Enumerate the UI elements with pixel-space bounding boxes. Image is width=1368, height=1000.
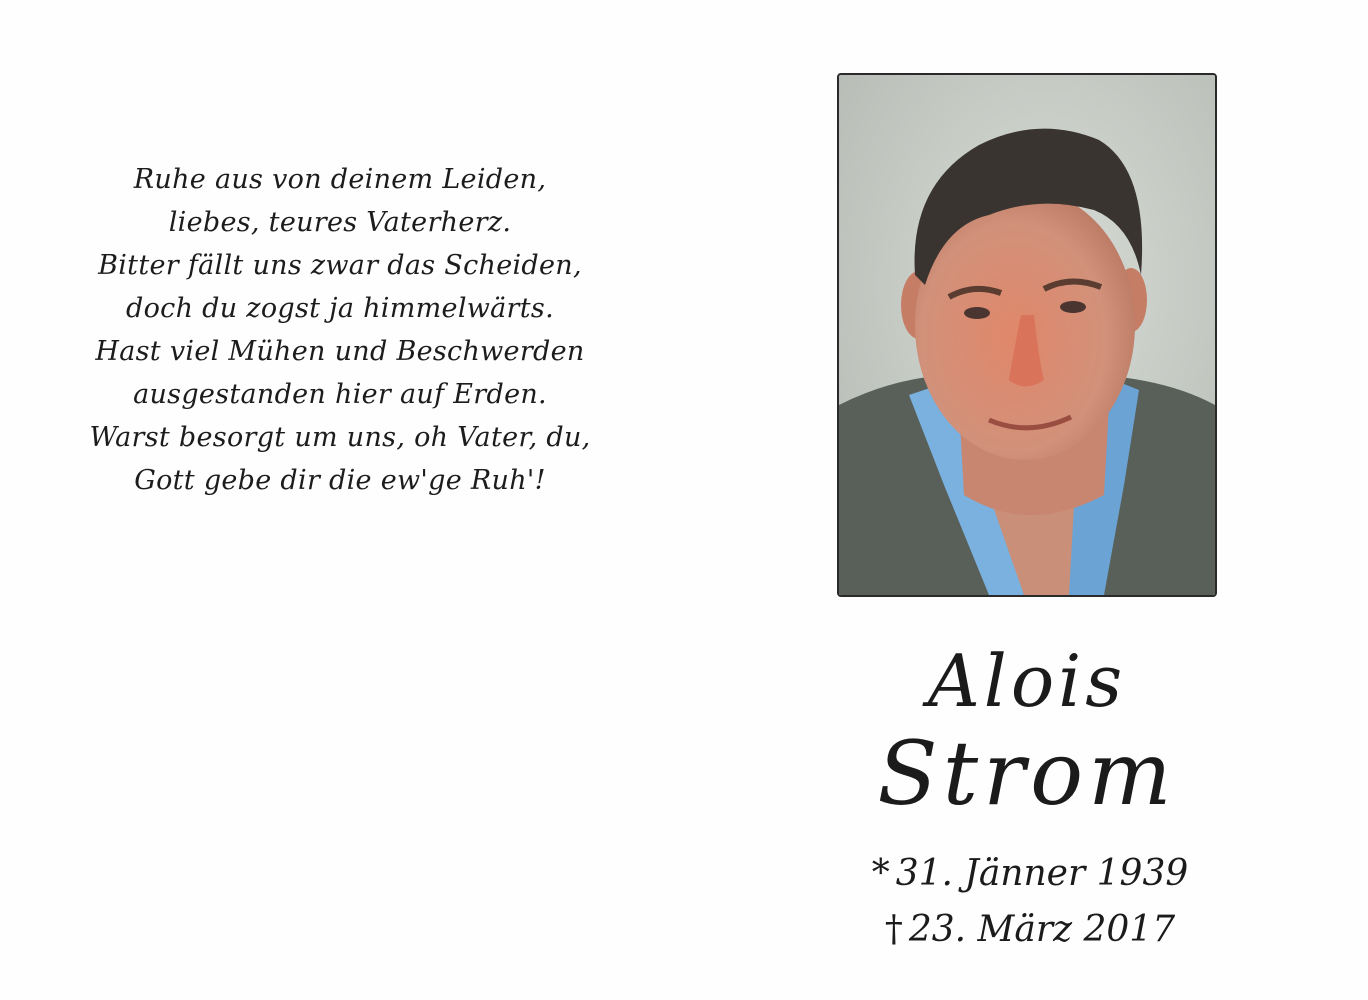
poem-line: liebes, teures Vaterherz. — [168, 207, 512, 238]
portrait-photo-icon — [839, 75, 1215, 595]
poem-line: Gott gebe dir die ew'ge Ruh'! — [134, 465, 546, 496]
poem-line: Hast viel Mühen und Beschwerden — [95, 336, 585, 367]
death-date: 23. März 2017 — [908, 909, 1176, 950]
birth-date-line — [830, 850, 1230, 898]
death-cross-icon: † — [884, 909, 903, 950]
poem-line: doch du zogst ja himmelwärts. — [126, 293, 554, 324]
poem-line: Ruhe aus von deinem Leiden, — [133, 164, 547, 195]
portrait-photo — [837, 73, 1217, 597]
deceased-last-name: Strom — [877, 722, 1177, 825]
poem-line: Warst besorgt um uns, oh Vater, du, — [89, 422, 591, 453]
poem-line: ausgestanden hier auf Erden. — [133, 379, 547, 410]
death-date-line — [830, 906, 1230, 954]
poem-line: Bitter fällt uns zwar das Scheiden, — [98, 250, 582, 281]
birth-star-icon: * — [871, 853, 890, 894]
deceased-first-name: Alois — [927, 639, 1127, 723]
birth-date: 31. Jänner 1939 — [895, 853, 1189, 894]
memorial-poem — [40, 158, 640, 502]
